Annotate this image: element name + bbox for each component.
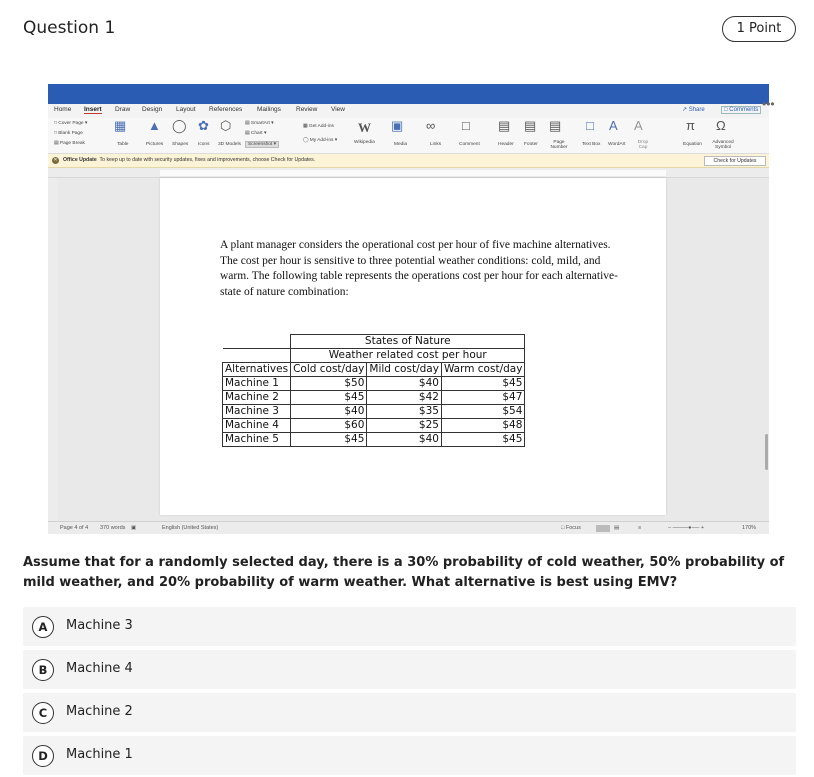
states-of-nature-table [222, 334, 525, 447]
table-row [223, 405, 525, 419]
my-addins-label: My Add-ins [309, 138, 334, 143]
office-update-bar [48, 154, 769, 168]
option-label: Machine 4 [66, 661, 133, 676]
zoom-slider[interactable]: – ────●── + [668, 525, 705, 531]
page-number-icon[interactable]: ▤ [549, 118, 562, 133]
table-icon[interactable]: ▦ [114, 118, 127, 133]
column-header: Alternatives [223, 363, 291, 377]
vertical-scrollbar[interactable] [765, 434, 768, 470]
icons-icon[interactable]: ✿ [198, 118, 209, 133]
table-corner [223, 335, 291, 349]
wordart-label: WordArt [608, 142, 626, 147]
proofing-icon[interactable]: ▣ [131, 525, 137, 531]
advanced-symbol-label: Advanced Symbol [712, 140, 734, 150]
page-break-label: Page Break [59, 141, 85, 146]
tab-references[interactable]: References [209, 106, 243, 113]
footer-icon[interactable]: ▤ [524, 118, 537, 133]
cover-page-label: Cover Page [58, 121, 84, 126]
table-cell: $50 [291, 377, 367, 391]
language[interactable]: English (United States) [162, 525, 219, 531]
web-layout-icon[interactable]: ▤ [614, 525, 620, 531]
table-cell: $45 [291, 391, 367, 405]
table-row [223, 433, 525, 447]
tab-mailings[interactable]: Mailings [257, 106, 281, 113]
word-title-bar [48, 84, 769, 104]
table-row [223, 391, 525, 405]
text-box-label: Text Box [582, 142, 601, 147]
comments-button[interactable]: □ Comments [721, 106, 761, 114]
table-cell: Machine 2 [223, 391, 291, 405]
zoom-level[interactable]: 170% [742, 525, 757, 531]
table-cell: $40 [367, 433, 442, 447]
question-header [0, 0, 814, 60]
page-break-button[interactable]: ▤ Page Break [54, 141, 85, 146]
option-letter: B [32, 659, 54, 681]
tab-review[interactable]: Review [296, 106, 318, 113]
document-paragraph: A plant manager considers the operational cost per hour of five machine alternatives. The cost per hour is sensitive to three potential weather conditions: cold, mild, and warm. The following table represents the operations cost per hour for each alternative-state of nature combination: [220, 239, 618, 299]
shapes-icon[interactable]: ◯ [172, 118, 187, 133]
status-bar [48, 521, 769, 534]
tab-layout[interactable]: Layout [176, 106, 196, 113]
question-title: Question 1 [23, 18, 116, 38]
table-cell: $45 [291, 433, 367, 447]
wikipedia-label: Wikipedia [354, 140, 375, 145]
points-badge: 1 Point [722, 16, 796, 42]
pictures-label: Pictures [146, 142, 164, 147]
wordart-icon[interactable]: A [609, 118, 618, 133]
word-count[interactable]: 370 words [100, 525, 126, 531]
blank-page-label: Blank Page [58, 131, 83, 136]
table-cell: $45 [441, 433, 524, 447]
answer-option-b[interactable] [23, 650, 796, 689]
print-layout-icon[interactable] [596, 525, 610, 532]
comment-label: Comment [459, 142, 480, 147]
table-cell: Machine 3 [223, 405, 291, 419]
table-cell: $47 [441, 391, 524, 405]
text-box-icon[interactable]: □ [586, 118, 594, 133]
ruler-scale [160, 170, 666, 176]
media-icon[interactable]: ▣ [391, 118, 404, 133]
wikipedia-icon[interactable]: W [358, 120, 371, 135]
chart-label: Chart [250, 131, 263, 136]
option-label: Machine 1 [66, 747, 133, 762]
tab-view[interactable]: View [331, 106, 345, 113]
table-header-states: States of Nature [291, 335, 525, 349]
comment-icon[interactable]: □ [462, 118, 470, 133]
ribbon-body [48, 118, 769, 154]
update-title: Office Update [63, 157, 97, 163]
answer-option-a[interactable] [23, 607, 796, 646]
shapes-label: Shapes [172, 142, 189, 147]
question-prompt: Assume that for a randomly selected day, there is a 30% probability of cold weather, 50% probability of mild weather, and 20% probability of warm weather. What alternative is best using EMV? [23, 555, 785, 590]
header-label: Header [498, 142, 514, 147]
blank-page-button[interactable]: □ Blank Page [54, 131, 83, 136]
table-cell: $40 [367, 377, 442, 391]
focus-button[interactable]: □ Focus [561, 525, 581, 531]
vertical-ruler [48, 178, 58, 521]
table-corner-2 [223, 349, 291, 363]
comments-label: Comments [729, 107, 759, 113]
share-label: Share [688, 107, 705, 113]
more-options-icon[interactable]: ••• [762, 97, 775, 111]
table-header-weather: Weather related cost per hour [291, 349, 525, 363]
tab-draw[interactable]: Draw [115, 106, 131, 113]
update-message-text [63, 157, 315, 163]
equation-label: Equation [683, 142, 702, 147]
table-row [223, 377, 525, 391]
update-message: To keep up to date with security updates, fixes and improvements, choose Check for Updates. [99, 157, 316, 163]
option-letter: D [32, 745, 54, 767]
focus-label: Focus [565, 525, 581, 531]
tab-design[interactable]: Design [142, 106, 163, 113]
tab-insert[interactable]: Insert [84, 106, 102, 113]
page-count: Page 4 of 4 [60, 525, 89, 531]
pictures-icon[interactable]: ▲ [148, 118, 161, 133]
omega-icon[interactable]: Ω [716, 118, 726, 133]
option-label: Machine 2 [66, 704, 133, 719]
tab-home[interactable]: Home [54, 106, 72, 113]
table-cell: $48 [441, 419, 524, 433]
table-cell: $40 [291, 405, 367, 419]
answer-option-d[interactable] [23, 736, 796, 775]
chart-button[interactable]: ▤ Chart ▾ [245, 131, 267, 136]
column-header: Warm cost/day [441, 363, 524, 377]
cover-page-button[interactable]: □ Cover Page ▾ [54, 121, 88, 126]
table-cell: $35 [367, 405, 442, 419]
table-cell: $54 [441, 405, 524, 419]
get-addins-label: Get Add-ins [308, 124, 334, 129]
table-cell: Machine 5 [223, 433, 291, 447]
check-for-updates-button[interactable]: Check for Updates [704, 156, 766, 166]
table-row [223, 419, 525, 433]
outline-icon[interactable]: ≡ [638, 525, 642, 531]
answer-option-c[interactable] [23, 693, 796, 732]
table-cell: $42 [367, 391, 442, 405]
page-number-label: Page Number [550, 140, 568, 150]
smartart-label: SmartArt [250, 121, 270, 126]
links-label: Links [430, 142, 442, 147]
update-info-icon: ✕ [53, 157, 58, 163]
table-cell: $45 [441, 377, 524, 391]
document-page[interactable] [160, 178, 666, 515]
horizontal-ruler [48, 168, 769, 178]
get-addins-button[interactable]: ▦ Get Add-ins [303, 124, 334, 129]
drop-cap-icon[interactable]: A [634, 118, 643, 133]
media-label: Media [394, 142, 408, 147]
table-cell: $60 [291, 419, 367, 433]
3d-models-label: 3D Models [218, 142, 241, 147]
screenshot-label: Screenshot [248, 142, 273, 147]
my-addins-button[interactable]: ◯ My Add-ins ▾ [303, 138, 338, 143]
footer-label: Footer [524, 142, 538, 147]
links-icon[interactable]: ∞ [426, 118, 436, 133]
header-icon[interactable]: ▤ [498, 118, 511, 133]
option-letter: C [32, 702, 54, 724]
3d-models-icon[interactable]: ⬡ [220, 118, 232, 133]
ribbon-tabs [48, 104, 769, 118]
smartart-button[interactable]: ▤ SmartArt ▾ [245, 121, 274, 126]
table-cell: Machine 4 [223, 419, 291, 433]
word-screenshot [48, 84, 769, 534]
screenshot-button[interactable]: Screenshot ▾ [245, 141, 279, 148]
equation-icon[interactable]: π [686, 118, 695, 133]
table-cell: $25 [367, 419, 442, 433]
share-button[interactable]: ↗ Share [682, 107, 705, 113]
column-header: Mild cost/day [367, 363, 442, 377]
column-header: Cold cost/day [291, 363, 367, 377]
option-label: Machine 3 [66, 618, 133, 633]
option-letter: A [32, 616, 54, 638]
icons-label: Icons [198, 142, 210, 147]
drop-cap-label: Drop Cap [637, 140, 649, 150]
table-label: Table [117, 142, 129, 147]
table-cell: Machine 1 [223, 377, 291, 391]
